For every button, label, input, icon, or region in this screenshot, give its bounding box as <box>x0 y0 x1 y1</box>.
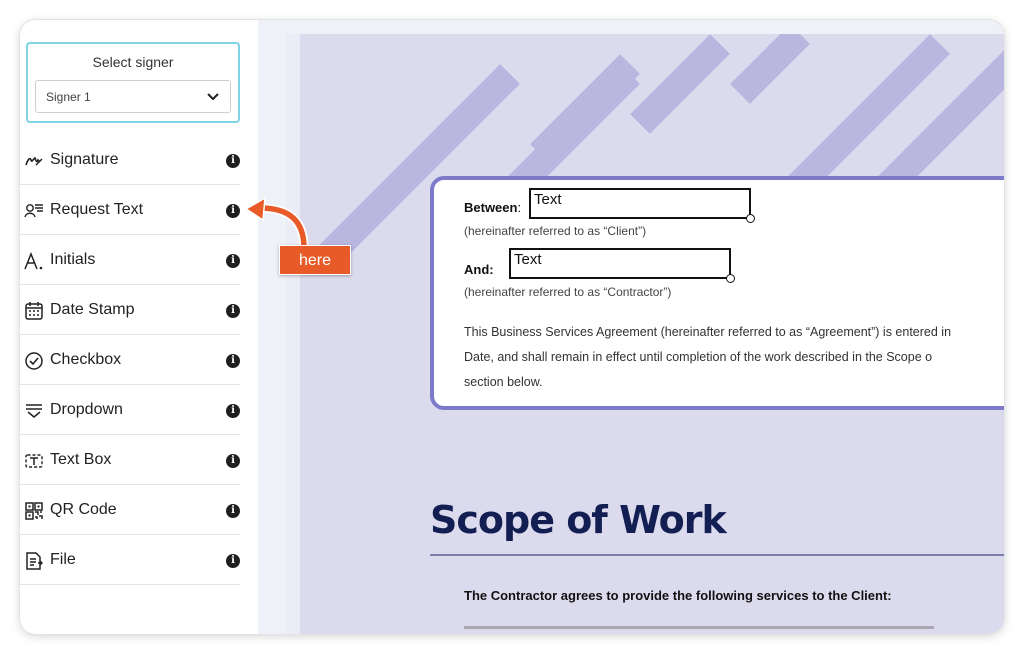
intro-line: Date, and shall remain in effect until completion of the work described in the Scope o <box>464 350 933 364</box>
field-label: Checkbox <box>50 351 122 368</box>
app-frame <box>20 20 1004 634</box>
field-label: Initials <box>50 251 96 268</box>
intro-line: section below. <box>464 375 543 389</box>
calendar-icon <box>24 301 44 321</box>
agreement-intro <box>464 320 1004 395</box>
scope-intro: The Contractor agrees to provide the following services to the Client: <box>464 588 892 603</box>
between-text-field[interactable]: Text <box>529 188 751 219</box>
field-label: File <box>50 551 76 568</box>
and-label: And: <box>464 262 494 277</box>
info-icon[interactable]: i <box>226 554 240 568</box>
dropdown-icon <box>24 401 44 421</box>
client-note: (hereinafter referred to as “Client”) <box>464 224 647 238</box>
file-icon <box>24 551 44 571</box>
annotation-callout: here <box>279 245 351 275</box>
signer-panel <box>26 42 240 123</box>
chevron-down-icon <box>206 89 220 103</box>
resize-handle[interactable] <box>726 274 735 283</box>
parties-section <box>430 176 1004 410</box>
signer-select-value: Signer 1 <box>46 90 91 104</box>
resize-handle[interactable] <box>746 214 755 223</box>
divider <box>430 554 1004 556</box>
field-item-signature[interactable] <box>20 135 240 185</box>
document-viewer[interactable] <box>258 20 1004 634</box>
field-item-qr-code[interactable] <box>20 485 240 535</box>
field-item-text-box[interactable] <box>20 435 240 485</box>
intro-line: This Business Services Agreement (hereinafter referred to as “Agreement”) is entered in <box>464 325 952 339</box>
field-label: Signature <box>50 151 119 168</box>
scope-heading: Scope of Work <box>430 498 726 542</box>
request-text-icon <box>24 201 44 221</box>
field-label: Text Box <box>50 451 112 468</box>
checkbox-icon <box>24 351 44 371</box>
info-icon[interactable]: i <box>226 154 240 168</box>
field-item-checkbox[interactable] <box>20 335 240 385</box>
field-item-date-stamp[interactable] <box>20 285 240 335</box>
info-icon[interactable]: i <box>226 504 240 518</box>
field-item-request-text[interactable] <box>20 185 240 235</box>
signer-title: Select signer <box>92 54 174 70</box>
field-item-file[interactable] <box>20 535 240 585</box>
and-text-field[interactable]: Text <box>509 248 731 279</box>
field-item-initials[interactable] <box>20 235 240 285</box>
field-label: Date Stamp <box>50 301 135 318</box>
signature-icon <box>24 151 44 171</box>
cut-off-text-line <box>464 622 934 630</box>
initials-icon <box>24 251 44 271</box>
info-icon[interactable]: i <box>226 254 240 268</box>
info-icon[interactable]: i <box>226 404 240 418</box>
info-icon[interactable]: i <box>226 354 240 368</box>
field-label: Dropdown <box>50 401 123 418</box>
contractor-note: (hereinafter referred to as “Contractor”) <box>464 285 672 299</box>
between-label: Between: <box>464 200 522 215</box>
field-sidebar <box>20 20 258 634</box>
field-list <box>20 135 240 585</box>
field-label: QR Code <box>50 501 117 518</box>
document-page <box>286 34 1004 634</box>
info-icon[interactable]: i <box>226 204 240 218</box>
info-icon[interactable]: i <box>226 304 240 318</box>
signer-select[interactable] <box>35 80 231 113</box>
field-label: Request Text <box>50 201 144 218</box>
info-icon[interactable]: i <box>226 454 240 468</box>
text-box-icon <box>24 451 44 471</box>
field-item-dropdown[interactable] <box>20 385 240 435</box>
qr-code-icon <box>24 501 44 521</box>
